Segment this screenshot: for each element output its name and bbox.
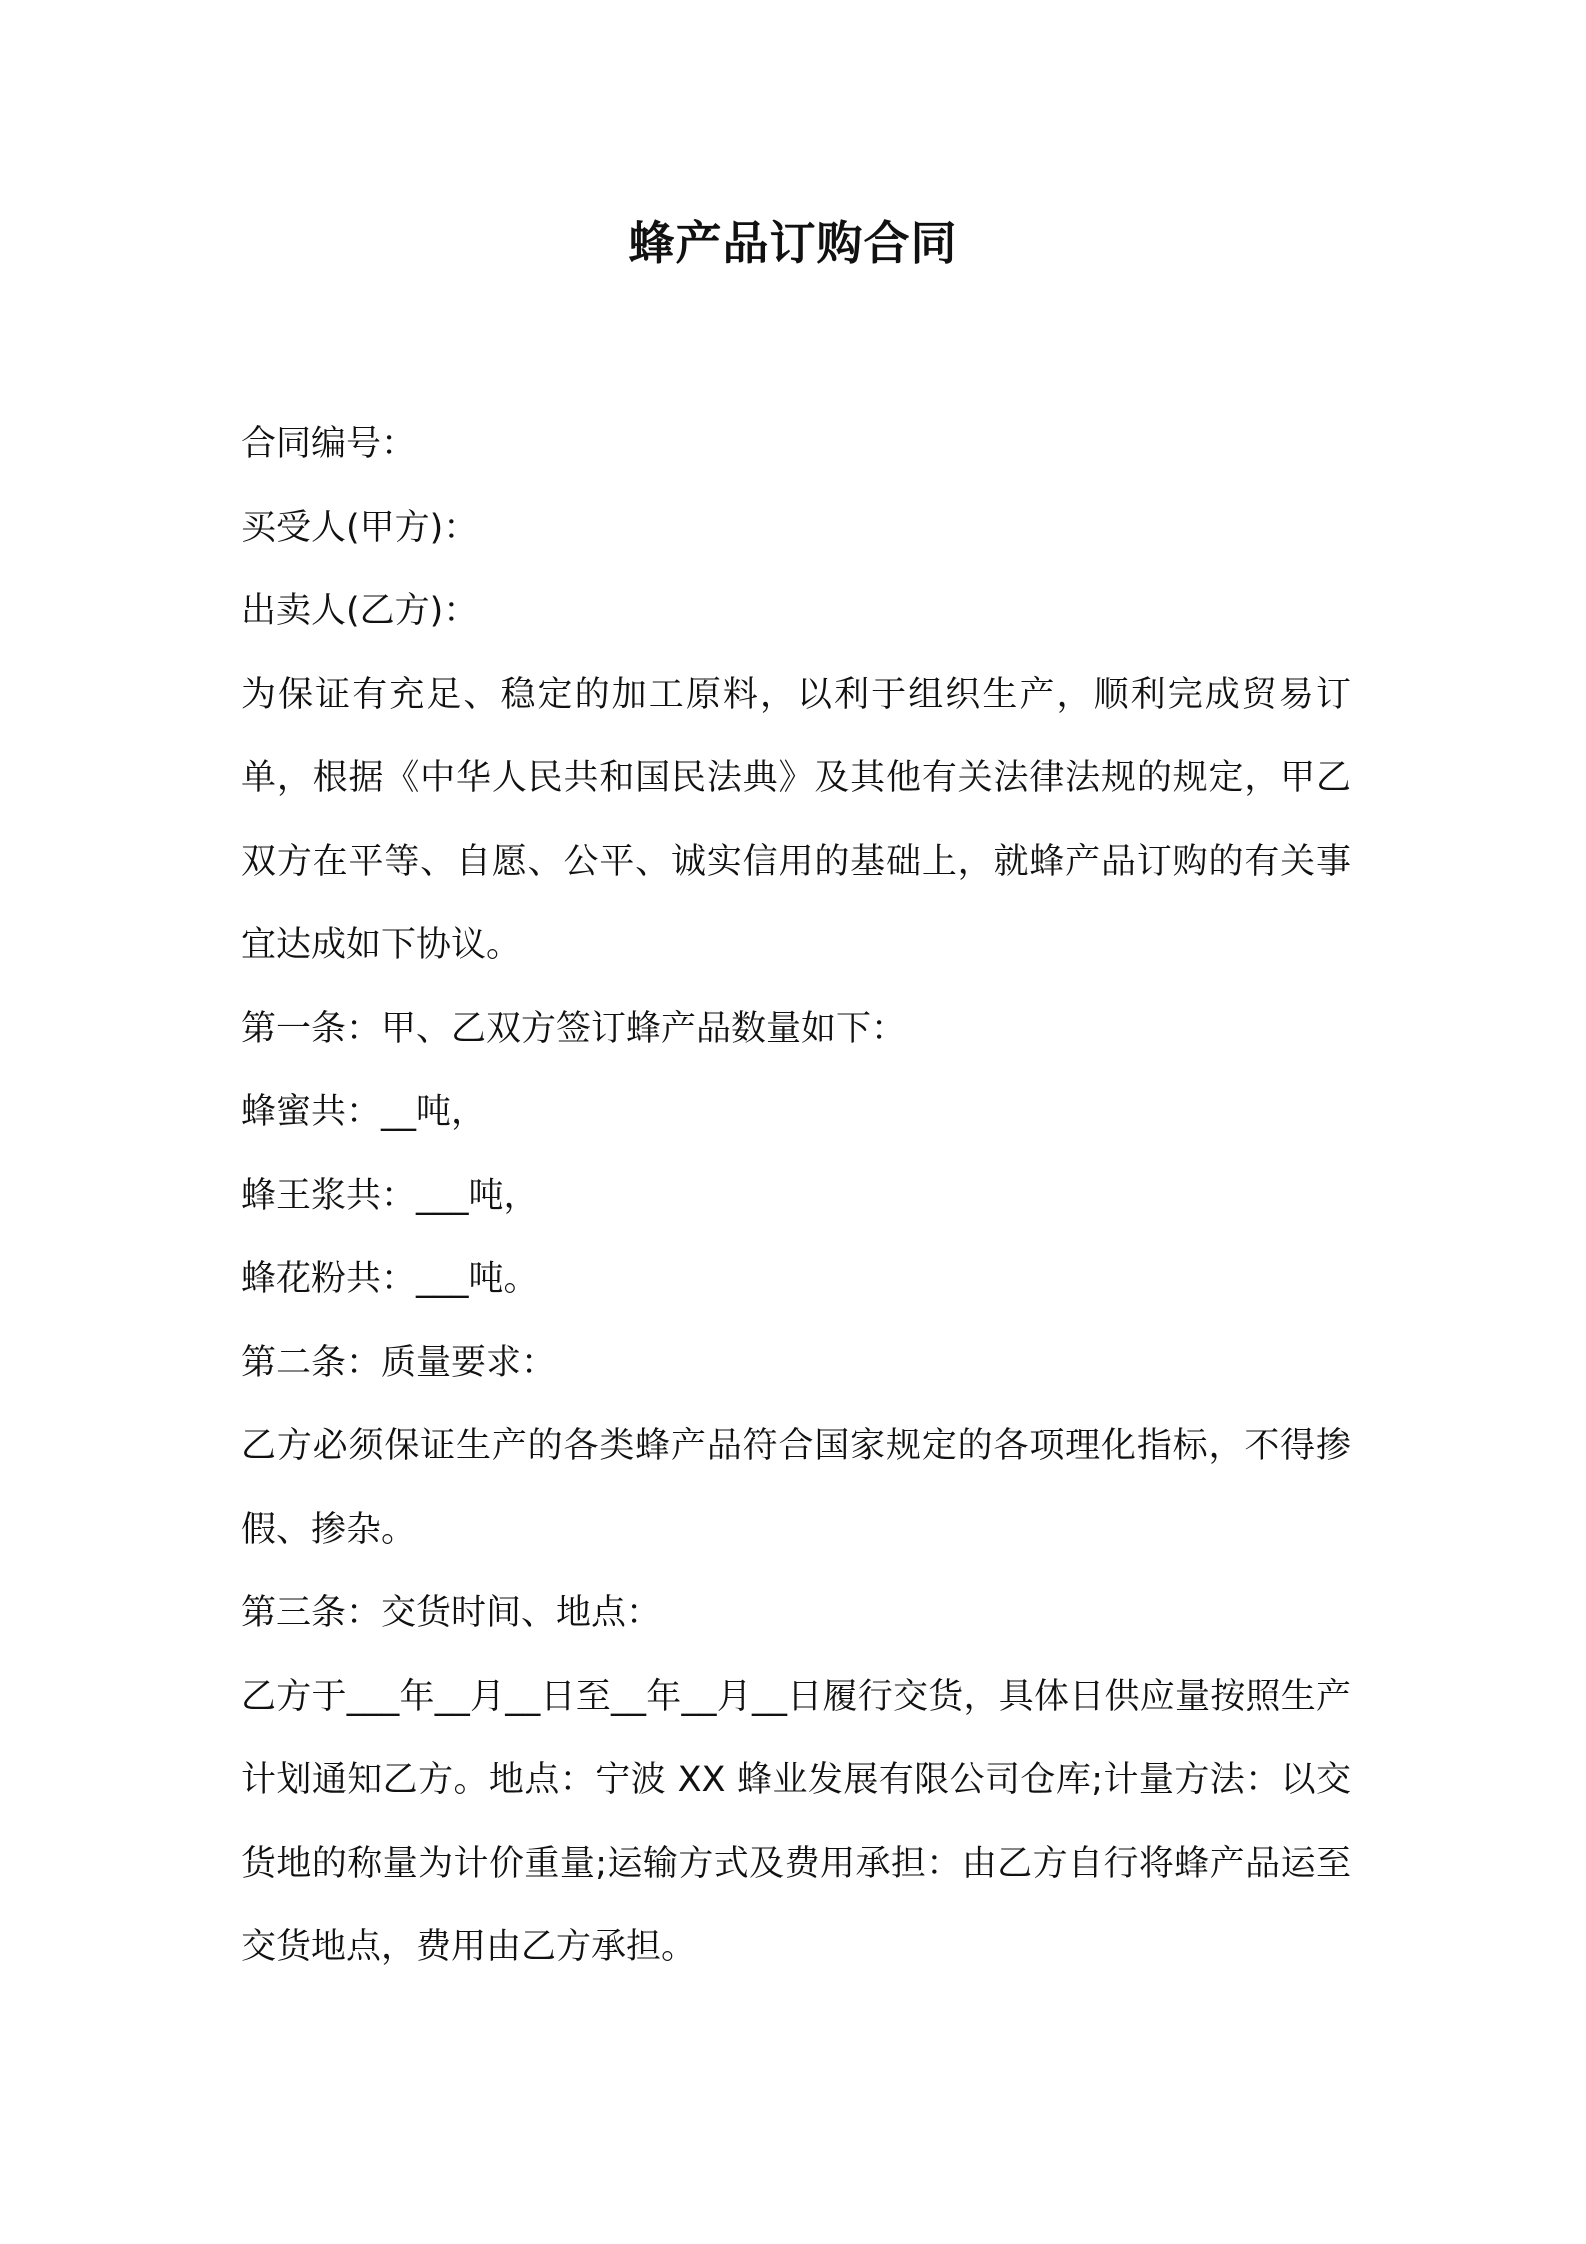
document-title: 蜂产品订购合同 bbox=[628, 216, 958, 270]
article-2-heading: 第二条：质量要求： bbox=[241, 1342, 557, 1383]
bee-pollen-quantity-item: 蜂花粉共：___吨。 bbox=[241, 1259, 539, 1299]
contract-number-field: 合同编号： bbox=[241, 424, 417, 464]
royal-jelly-quantity-item: 蜂王浆共：___吨， bbox=[241, 1175, 539, 1216]
seller-field: 出卖人(乙方)： bbox=[241, 591, 479, 631]
article-2-text: 乙方必须保证生产的各类蜂产品符合国家规定的各项理化指标，不得掺假、掺杂。 bbox=[241, 1426, 1351, 1550]
buyer-field: 买受人(甲方)： bbox=[241, 507, 479, 548]
article-3-heading: 第三条：交货时间、地点： bbox=[241, 1593, 662, 1633]
honey-quantity-item: 蜂蜜共：__吨， bbox=[241, 1092, 487, 1132]
article-1-heading: 第一条：甲、乙双方签订蜂产品数量如下： bbox=[241, 1008, 907, 1049]
preamble-paragraph: 为保证有充足、稳定的加工原料，以利于组织生产，顺利完成贸易订单，根据《中华人民共和国民法典》及其他有关法律法规的规定，甲乙双方在平等、自愿、公平、诚实信用的基础上，就蜂产品订购的有关事宜达成如下协议。 bbox=[241, 674, 1351, 965]
document-body bbox=[241, 403, 1351, 1990]
article-3-text: 乙方于___年__月__日至__年__月__日履行交货，具体日供应量按照生产计划通知乙方。地点：宁波 XX 蜂业发展有限公司仓库;计量方法：以交货地的称量为计价重量;运输方式及费用承担：由乙方自行将蜂产品运至交货地点，费用由乙方承担。 bbox=[241, 1676, 1351, 1967]
